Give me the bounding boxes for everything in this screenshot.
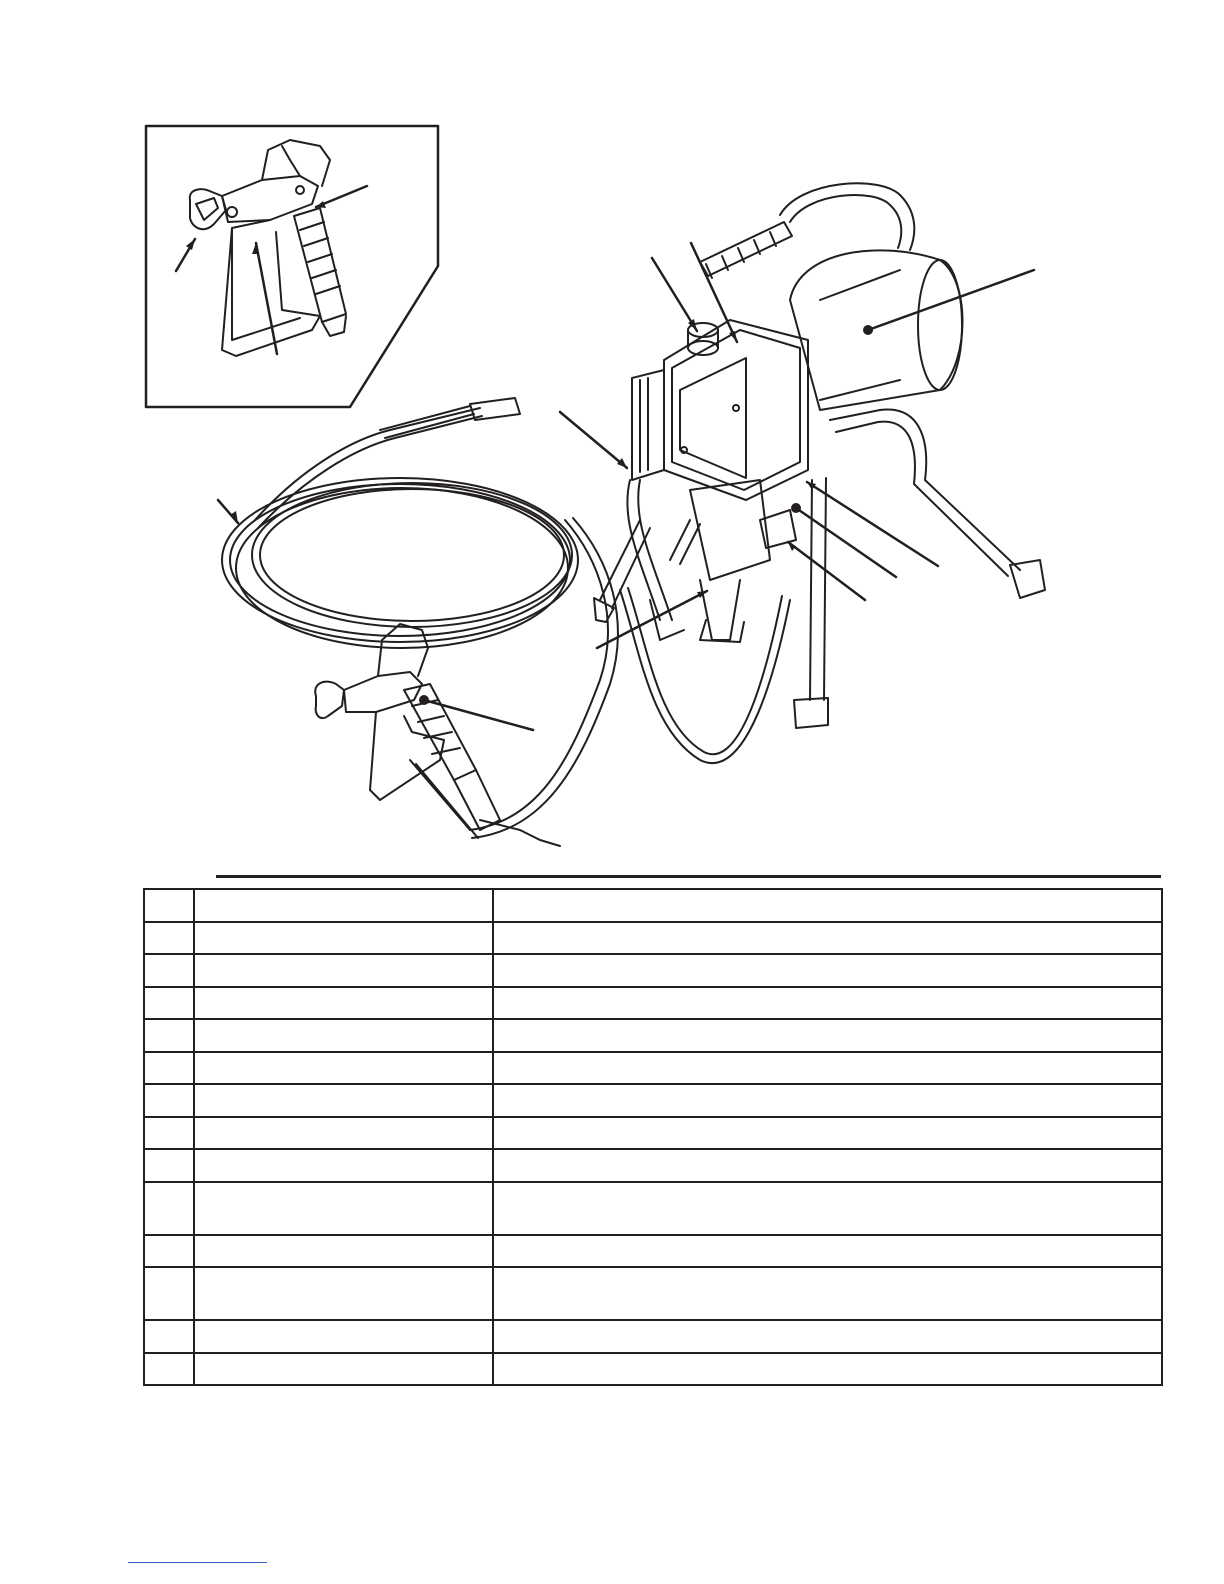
table-row <box>144 1353 1162 1386</box>
cell-description <box>493 1019 1162 1052</box>
table-row <box>144 1235 1162 1268</box>
cell-description <box>493 1084 1162 1117</box>
cell-name <box>194 1149 493 1182</box>
cell-num <box>144 1235 194 1268</box>
leader-drain-valve <box>807 482 938 566</box>
component-table <box>143 888 1163 1386</box>
cell-description <box>493 1267 1162 1320</box>
table-row <box>144 1117 1162 1150</box>
cell-description <box>493 1353 1162 1386</box>
leader-on-off-switch <box>691 243 737 342</box>
cell-description <box>493 1235 1162 1268</box>
cell-name <box>194 1019 493 1052</box>
cell-num <box>144 1182 194 1235</box>
leader-spray-gun <box>424 700 533 730</box>
cell-name <box>194 889 493 922</box>
table-row <box>144 1182 1162 1235</box>
fluid-hose <box>222 398 790 838</box>
cell-name <box>194 987 493 1020</box>
cell-description <box>493 1182 1162 1235</box>
cell-name <box>194 1353 493 1386</box>
leader-fluid-outlet <box>560 412 627 468</box>
table-row <box>144 1320 1162 1353</box>
leader-pressure-control <box>652 258 697 331</box>
table-row <box>144 1019 1162 1052</box>
cell-name <box>194 1117 493 1150</box>
cell-num <box>144 1267 194 1320</box>
cell-name <box>194 1052 493 1085</box>
cell-description <box>493 1052 1162 1085</box>
cell-num <box>144 1052 194 1085</box>
cell-num <box>144 1019 194 1052</box>
cell-num <box>144 1084 194 1117</box>
footer-link-underline[interactable] <box>128 1562 267 1563</box>
inset-leader-trigger-lock <box>256 243 277 354</box>
cell-num <box>144 1353 194 1386</box>
cell-description <box>493 922 1162 955</box>
cell-num <box>144 987 194 1020</box>
table-row <box>144 922 1162 955</box>
leader-pump <box>788 542 865 600</box>
table-row <box>144 1267 1162 1320</box>
cell-description <box>493 1117 1162 1150</box>
cell-description <box>493 1149 1162 1182</box>
leader-motor <box>868 270 1034 330</box>
cell-description <box>493 954 1162 987</box>
sprayer-unit <box>594 183 1045 728</box>
cell-name <box>194 954 493 987</box>
cell-name <box>194 1267 493 1320</box>
table-row <box>144 1052 1162 1085</box>
cell-name <box>194 1084 493 1117</box>
gun-detail-inset <box>146 126 438 407</box>
cell-description <box>493 987 1162 1020</box>
table-row <box>144 1149 1162 1182</box>
cell-name <box>194 1235 493 1268</box>
cell-description <box>493 1320 1162 1353</box>
cell-num <box>144 1320 194 1353</box>
inset-spray-gun <box>190 140 346 356</box>
cell-num <box>144 889 194 922</box>
table-row <box>144 1084 1162 1117</box>
cell-num <box>144 922 194 955</box>
table-row <box>144 889 1162 922</box>
table-top-rule <box>216 875 1161 878</box>
cell-name <box>194 1320 493 1353</box>
cell-name <box>194 1182 493 1235</box>
cell-num <box>144 1117 194 1150</box>
table-row <box>144 987 1162 1020</box>
cell-num <box>144 1149 194 1182</box>
cell-num <box>144 954 194 987</box>
spray-gun <box>315 624 560 846</box>
cell-name <box>194 922 493 955</box>
table-row <box>144 954 1162 987</box>
cell-description <box>493 889 1162 922</box>
